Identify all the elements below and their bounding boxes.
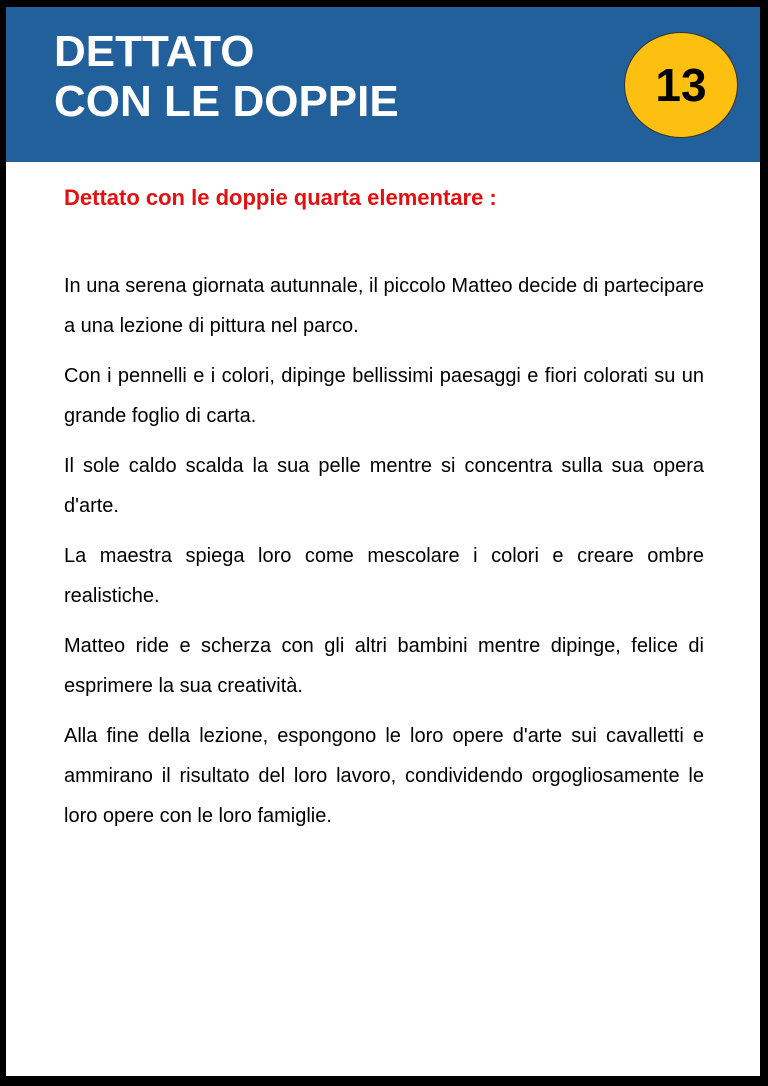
title-line-1: DETTATO <box>54 27 255 76</box>
subtitle: Dettato con le doppie quarta elementare : <box>64 185 497 210</box>
title-line-2: CON LE DOPPIE <box>54 77 399 126</box>
paragraph: Il sole caldo scalda la sua pelle mentre si concentra sulla sua opera d'arte. <box>64 455 704 517</box>
paragraph: In una serena giornata autunnale, il piccolo Matteo decide di partecipare a una lezione di pittura nel parco. <box>64 275 704 337</box>
number-badge: 13 <box>624 32 738 138</box>
paragraph: Alla fine della lezione, espongono le loro opere d'arte sui cavalletti e ammirano il risultato del loro lavoro, condividendo orgogliosamente le loro opere con le loro famiglie. <box>64 725 704 827</box>
dictation-text <box>64 266 704 846</box>
header-banner <box>6 7 760 162</box>
worksheet-page <box>6 7 760 1076</box>
paragraph: La maestra spiega loro come mescolare i colori e creare ombre realistiche. <box>64 545 704 607</box>
paragraph: Con i pennelli e i colori, dipinge bellissimi paesaggi e fiori colorati su un grande foglio di carta. <box>64 365 704 427</box>
paragraph: Matteo ride e scherza con gli altri bambini mentre dipinge, felice di esprimere la sua creatività. <box>64 635 704 697</box>
page-title <box>54 27 399 127</box>
